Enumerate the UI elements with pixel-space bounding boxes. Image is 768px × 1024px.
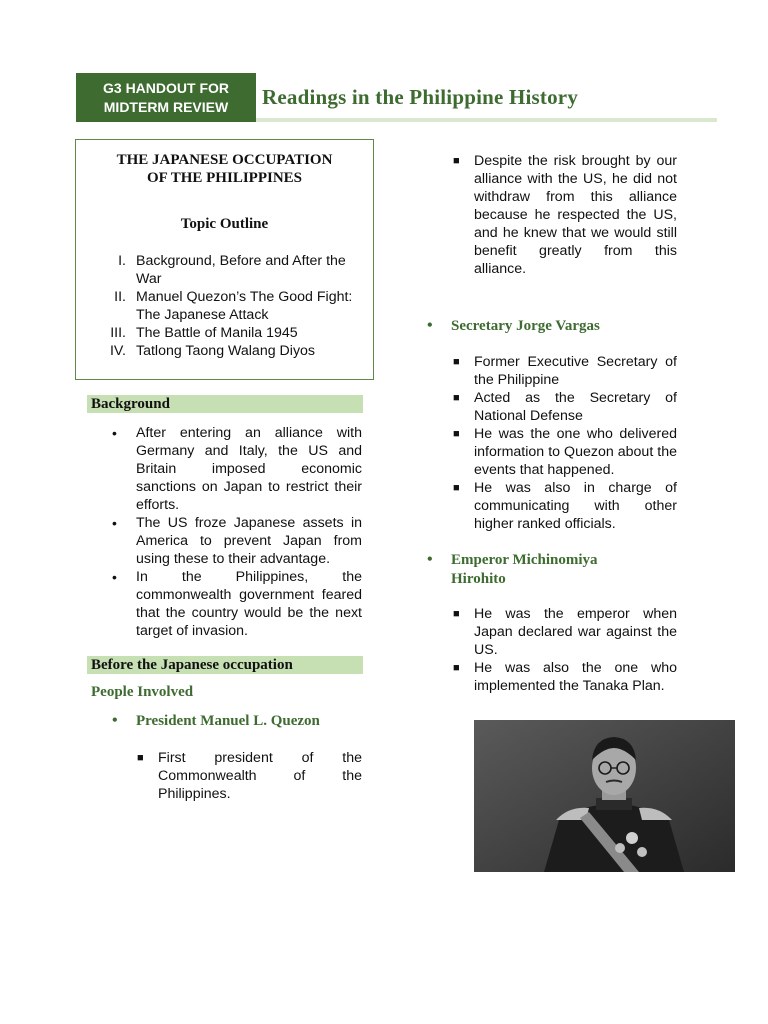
bullet-icon: ■ [137, 752, 144, 764]
bullet-icon: ■ [453, 608, 460, 620]
bullet-icon: • [427, 317, 433, 334]
list-item: ■ He was also in charge of communicating with other higher ranked officials. [453, 480, 677, 532]
list-item: ■ Former Executive Secretary of the Philippine [453, 354, 677, 388]
quezon-list [137, 749, 362, 803]
outline-list [86, 252, 366, 360]
bullet-icon: ■ [453, 155, 460, 167]
quezon-heading: • President Manuel L. Quezon [112, 712, 320, 729]
bullet-icon: • [112, 569, 117, 585]
bullet-icon: • [112, 515, 117, 531]
badge-line-2: MIDTERM REVIEW [103, 98, 229, 115]
list-item: • In the Philippines, the commonwealth government feared that the country would be the next target of invasion. [112, 569, 362, 639]
quezon-list-continued [453, 152, 677, 278]
badge-line-1: G3 HANDOUT FOR [103, 79, 229, 96]
topic-outline-box [75, 139, 374, 380]
portrait-illustration [474, 720, 735, 872]
list-item: ■ Acted as the Secretary of National Defense [453, 390, 677, 424]
page-title: Readings in the Philippine History [262, 85, 579, 109]
outline-item: II. Manuel Quezon’s The Good Fight: The Japanese Attack [114, 289, 353, 323]
vargas-list [453, 353, 677, 533]
title-underline [256, 118, 717, 122]
before-occupation-heading: Before the Japanese occupation [87, 656, 363, 674]
bullet-icon: ■ [453, 482, 460, 494]
bullet-icon: ■ [453, 356, 460, 368]
hirohito-portrait [474, 720, 735, 872]
list-item: ■ He was the one who delivered information to Quezon about the events that happened. [453, 426, 677, 478]
bullet-icon: ■ [453, 662, 460, 674]
outline-item: IV. Tatlong Taong Walang Diyos [109, 343, 316, 359]
bullet-icon: ■ [453, 428, 460, 440]
vargas-heading: • Secretary Jorge Vargas [427, 317, 600, 334]
list-item: ■ He was also the one who implemented the Tanaka Plan. [453, 660, 677, 694]
bullet-icon: • [112, 712, 118, 729]
bullet-icon: • [427, 551, 433, 568]
list-item: ■ First president of the Commonwealth of the Philippines. [137, 750, 362, 802]
list-item: • The US froze Japanese assets in America to prevent Japan from using these to their advantage. [112, 515, 362, 567]
background-list [112, 424, 362, 640]
list-item: • After entering an alliance with Germany and Italy, the US and Britain imposed economic sanctions on Japan to restrict their efforts. [112, 425, 362, 513]
outline-item: I. Background, Before and After the War [118, 253, 346, 287]
hirohito-heading: • Emperor Michinomiya Hirohito [427, 551, 598, 587]
list-item: ■ He was the emperor when Japan declared war against the US. [453, 606, 677, 658]
bullet-icon: • [112, 425, 117, 441]
bullet-icon: ■ [453, 392, 460, 404]
outline-heading: THE JAPANESE OCCUPATION OF THE PHILIPPINES [116, 152, 333, 186]
outline-item: III. The Battle of Manila 1945 [110, 325, 298, 341]
background-heading: Background [87, 395, 363, 413]
list-item: ■ Despite the risk brought by our alliance with the US, he did not withdraw from this alliance because he respected the US, and he knew that we would still benefit greatly from this alliance. [453, 153, 677, 277]
people-involved-heading: People Involved [91, 684, 194, 700]
handout-badge [76, 73, 256, 122]
outline-subheading: Topic Outline [180, 216, 269, 232]
hirohito-list [453, 605, 677, 695]
